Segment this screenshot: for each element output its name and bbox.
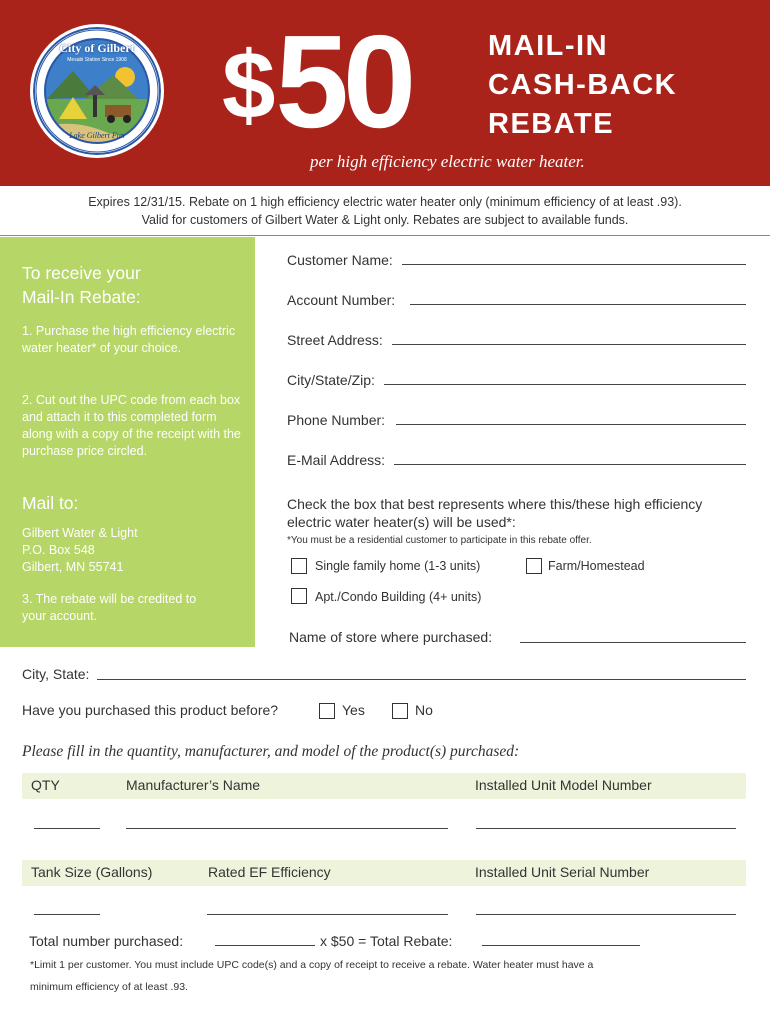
- ef-efficiency-field[interactable]: [207, 914, 448, 915]
- terms-line-1: Expires 12/31/15. Rebate on 1 high efficiency electric water heater only (minimum efficiency of at least .93).: [88, 195, 682, 209]
- mailing-address: [22, 525, 247, 576]
- purchased-no-label: No: [415, 702, 433, 718]
- footnote-line-1: *Limit 1 per customer. You must include UPC code(s) and a copy of receipt to receive a rebate. Water heater must have a: [30, 959, 594, 971]
- purchased-yes-label: Yes: [342, 702, 365, 718]
- product-instructions: Please fill in the quantity, manufacturer, and model of the product(s) purchased:: [22, 743, 520, 760]
- dollar-sign: $: [222, 32, 276, 139]
- step-2: 2. Cut out the UPC code from each box and attach it to this completed form along with a copy of the receipt with the purchase price circled.: [22, 393, 241, 458]
- logo-motto: Lake Gilbert Fun: [69, 131, 125, 140]
- address-line-3: Gilbert, MN 55741: [22, 560, 124, 574]
- purchased-no-checkbox[interactable]: [392, 703, 408, 719]
- manufacturer-header: Manufacturer’s Name: [126, 777, 261, 793]
- model-number-field[interactable]: [476, 828, 736, 829]
- panel-heading-line-1: To receive your: [22, 263, 141, 283]
- total-purchased-label: Total number purchased:: [29, 933, 184, 949]
- single-family-label: Single family home (1-3 units): [315, 559, 481, 573]
- headline-line-2: CASH-BACK: [488, 69, 678, 101]
- logo-title: City of Gilbert: [59, 41, 135, 55]
- phone-number-field[interactable]: [396, 424, 746, 425]
- street-address-label: Street Address:: [287, 332, 383, 348]
- city-state-zip-label: City/State/Zip:: [287, 372, 375, 388]
- amount-value: 50: [275, 8, 411, 155]
- rebate-headline: [488, 27, 677, 144]
- footnote-line-2: minimum efficiency of at least .93.: [30, 981, 188, 993]
- farm-homestead-label: Farm/Homestead: [548, 559, 645, 573]
- panel-heading-line-2: Mail-In Rebate:: [22, 287, 141, 307]
- usage-question: Check the box that best represents where this/these high efficiency electric water heater(s) will be used*:: [287, 496, 703, 530]
- logo-subtitle: Mesabi Station Since 1908: [67, 57, 127, 63]
- model-number-header: Installed Unit Model Number: [475, 777, 652, 793]
- farm-homestead-checkbox[interactable]: [526, 558, 542, 574]
- purchased-yes-checkbox[interactable]: [319, 703, 335, 719]
- purchased-before-label: Have you purchased this product before?: [22, 702, 279, 718]
- city-state-field[interactable]: [97, 679, 746, 680]
- address-line-2: P.O. Box 548: [22, 543, 95, 557]
- total-rebate-field[interactable]: [482, 945, 640, 946]
- address-line-1: Gilbert Water & Light: [22, 526, 138, 540]
- tank-size-field[interactable]: [34, 914, 100, 915]
- manufacturer-field[interactable]: [126, 828, 448, 829]
- headline-line-1: MAIL-IN: [488, 30, 609, 62]
- phone-number-label: Phone Number:: [287, 412, 386, 428]
- rebate-tagline: per high efficiency electric water heater.: [310, 152, 585, 171]
- total-purchased-field[interactable]: [215, 945, 315, 946]
- panel-heading-receive: [22, 261, 141, 309]
- email-address-field[interactable]: [394, 464, 746, 465]
- serial-number-header: Installed Unit Serial Number: [475, 864, 650, 880]
- store-name-field[interactable]: [520, 642, 746, 643]
- city-state-zip-field[interactable]: [384, 384, 746, 385]
- headline-line-3: REBATE: [488, 108, 615, 140]
- rebate-header: [0, 0, 770, 186]
- panel-heading-mail-to: Mail to:: [22, 493, 79, 513]
- apt-condo-checkbox[interactable]: [291, 588, 307, 604]
- divider: [0, 235, 770, 236]
- residential-note: *You must be a residential customer to participate in this rebate offer.: [287, 535, 592, 546]
- tank-size-header: Tank Size (Gallons): [31, 864, 153, 880]
- apt-condo-label: Apt./Condo Building (4+ units): [315, 590, 482, 604]
- street-address-field[interactable]: [392, 344, 746, 345]
- rebate-amount: [222, 8, 411, 155]
- city-of-gilbert-logo: [30, 24, 164, 158]
- product-header-band: [22, 773, 746, 799]
- footnote: [30, 954, 730, 998]
- terms-intro: [0, 193, 770, 229]
- serial-number-field[interactable]: [476, 914, 736, 915]
- customer-name-label: Customer Name:: [287, 252, 393, 268]
- tank-header-band: [22, 860, 746, 886]
- single-family-checkbox[interactable]: [291, 558, 307, 574]
- email-address-label: E-Mail Address:: [287, 452, 386, 468]
- account-number-label: Account Number:: [287, 292, 396, 308]
- qty-header: QTY: [31, 777, 60, 793]
- step-3: 3. The rebate will be credited to your account.: [22, 592, 197, 623]
- instructions-panel: [0, 237, 255, 647]
- customer-name-field[interactable]: [402, 264, 746, 265]
- terms-line-2: Valid for customers of Gilbert Water & Light only. Rebates are subject to available funds.: [141, 213, 629, 227]
- account-number-field[interactable]: [410, 304, 746, 305]
- store-name-label: Name of store where purchased:: [289, 629, 493, 645]
- city-state-label: City, State:: [22, 666, 90, 682]
- step-1: 1. Purchase the high efficiency electric water heater* of your choice.: [22, 324, 236, 355]
- qty-field[interactable]: [34, 828, 100, 829]
- ef-efficiency-header: Rated EF Efficiency: [208, 864, 331, 880]
- total-rebate-label: x $50 = Total Rebate:: [320, 933, 453, 949]
